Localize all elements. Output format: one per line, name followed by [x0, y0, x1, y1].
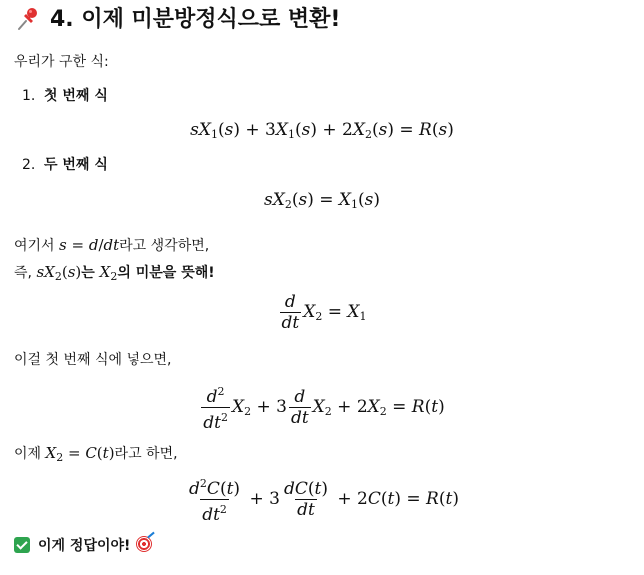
conclusion-text: 이게 정답이야! — [38, 538, 131, 554]
here-prefix: 여기서 — [14, 238, 60, 254]
equation-5: $\frac{d^2C(t)}{dt^2}$ + 3 $\frac{dC(t)}{dt}$ + 2C(t) = R(t) — [189, 477, 459, 525]
now-prefix: 이제 — [14, 446, 46, 462]
intro-text: 우리가 구한 식: — [14, 54, 109, 70]
that-line — [14, 260, 215, 289]
that-prefix: 즉, — [14, 265, 37, 281]
equation-4: $\frac{d^2}{dt^2}$ $X_2 + 3$ $\frac{d}{dt}$ $X_2 + 2X_2 = R(t)$ — [203, 385, 445, 433]
that-middle: 는 — [81, 265, 100, 281]
list-label-1: 첫 번째 식 — [44, 88, 108, 104]
list-label-2: 두 번째 식 — [44, 157, 108, 173]
check-icon — [14, 537, 30, 553]
list-number-1: 1. — [22, 88, 36, 104]
s-equals-ddt: s = d/dt — [59, 236, 120, 254]
conclusion-line — [14, 536, 152, 556]
insert-text: 이걸 첫 번째 식에 넣으면, — [14, 352, 172, 368]
list-item-2 — [22, 155, 108, 175]
sx2-inline: $sX_2(s)$ — [36, 263, 82, 283]
x2-inline: $X_2$ — [99, 263, 118, 283]
target-icon — [136, 536, 152, 552]
here-suffix: 라고 생각하면, — [119, 238, 210, 254]
section-heading — [14, 4, 340, 36]
section-title: 4. 이제 미분방정식으로 변환! — [50, 7, 341, 32]
list-item-1 — [22, 86, 108, 106]
equation-3: $\frac{d}{dt}$ $X_2 = X_1$ — [281, 292, 367, 333]
now-suffix: 라고 하면, — [114, 446, 178, 462]
that-suffix: 의 미분을 뜻해! — [117, 265, 215, 281]
here-line — [14, 233, 209, 257]
x2-equals-ct: $X_2 = C(t)$ — [45, 444, 115, 464]
pushpin-icon — [14, 7, 40, 33]
equation-1: $sX_1(s) + 3X_1(s) + 2X_2(s) = R(s)$ — [190, 120, 454, 141]
now-line — [14, 441, 178, 470]
equation-2: $sX_2(s) = X_1(s)$ — [263, 190, 380, 211]
list-number-2: 2. — [22, 157, 36, 173]
